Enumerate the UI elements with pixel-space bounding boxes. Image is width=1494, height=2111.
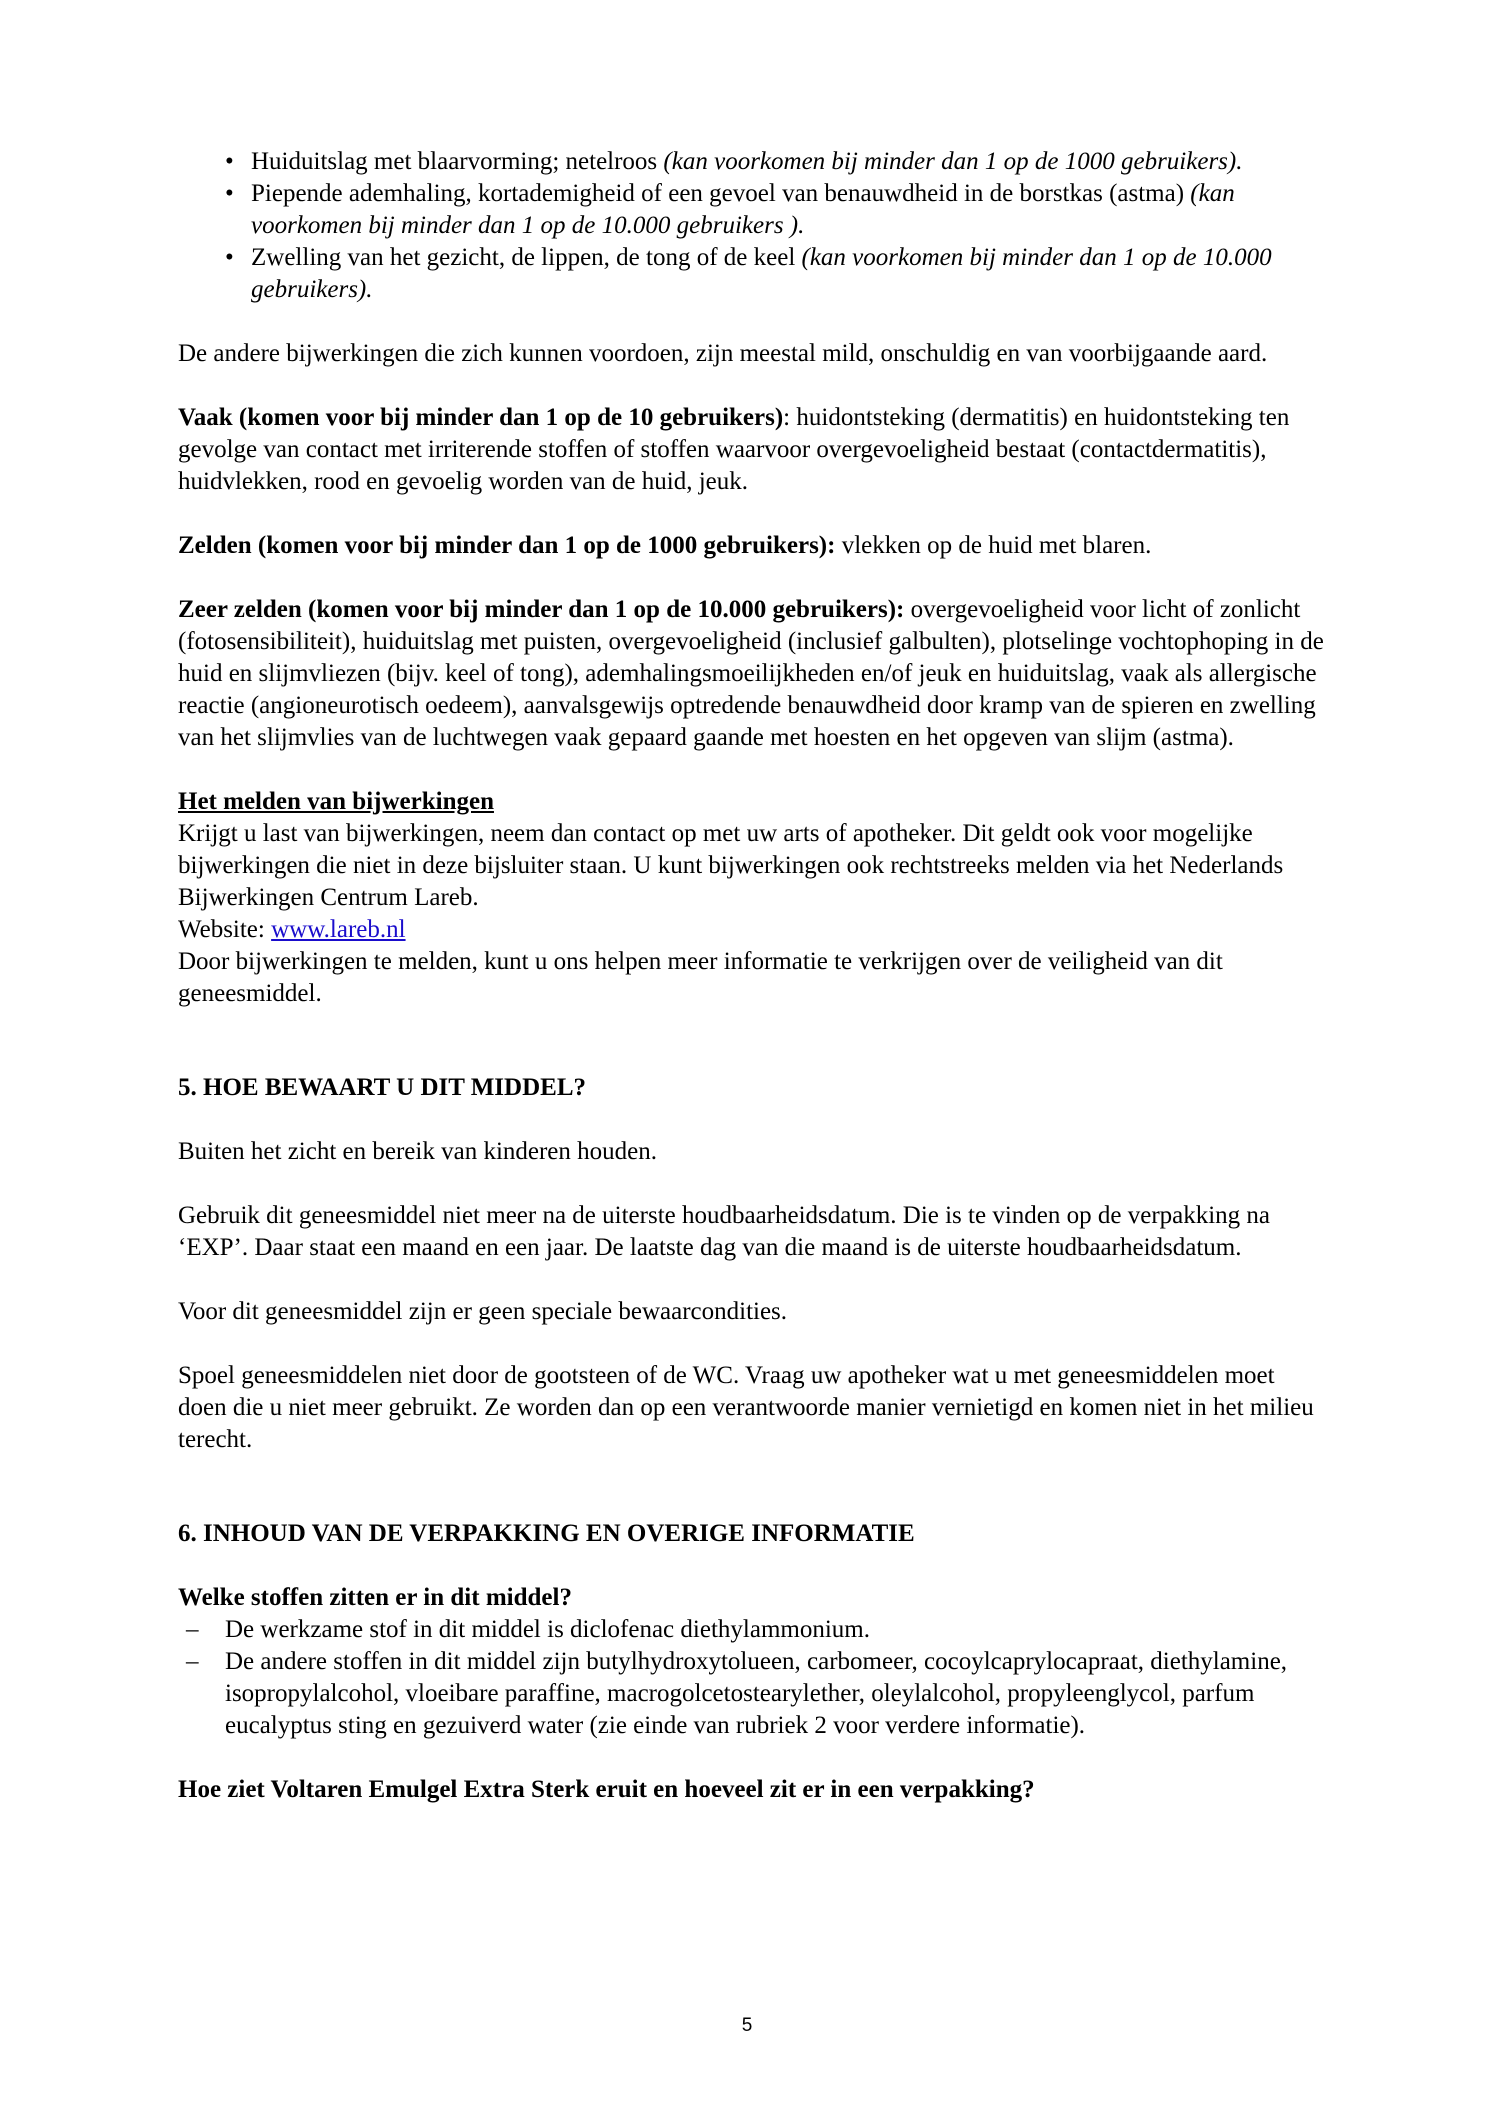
section-5-paragraph: Spoel geneesmiddelen niet door de gootsteen of de WC. Vraag uw apotheker wat u met geneesmiddelen moet doen die u niet meer gebruikt. Ze worden dan op een verantwoorde manier vernietigd en komen niet in het milieu terecht. xyxy=(178,1362,1314,1453)
bullet-text: Huiduitslag met blaarvorming; netelroos xyxy=(251,148,664,175)
bullet-text: Piepende ademhaling, kortademigheid of een gevoel van benauwdheid in de borstkas (astma) xyxy=(251,180,1191,207)
list-item xyxy=(178,1614,1328,1646)
section-6-heading: 6. INHOUD VAN DE VERPAKKING EN OVERIGE INFORMATIE xyxy=(178,1520,915,1547)
bullet-icon: • xyxy=(225,148,234,175)
intro-paragraph: De andere bijwerkingen die zich kunnen voordoen, zijn meestal mild, onschuldig en van voorbijgaande aard. xyxy=(178,340,1268,367)
lareb-link[interactable]: www.lareb.nl xyxy=(271,916,406,943)
bullet-text: Zwelling van het gezicht, de lippen, de tong of de keel xyxy=(251,244,802,271)
section-6-subheading: Welke stoffen zitten er in dit middel? xyxy=(178,1584,572,1611)
section-5-heading: 5. HOE BEWAART U DIT MIDDEL? xyxy=(178,1074,586,1101)
list-item xyxy=(178,146,1328,178)
dash-icon: – xyxy=(186,1648,199,1675)
ingredients-list xyxy=(178,1614,1328,1742)
zelden-label: Zelden (komen voor bij minder dan 1 op de 1000 gebruikers): xyxy=(178,532,836,559)
list-item xyxy=(178,1646,1328,1742)
section-5-paragraph: Gebruik dit geneesmiddel niet meer na de uiterste houdbaarheidsdatum. Die is te vinden op de verpakking na ‘EXP’. Daar staat een maand en een jaar. De laatste dag van die maand is de uiterste houdbaarheidsdatum. xyxy=(178,1202,1271,1261)
zeer-zelden-label: Zeer zelden (komen voor bij minder dan 1 op de 10.000 gebruikers): xyxy=(178,596,905,623)
vaak-label: Vaak (komen voor bij minder dan 1 op de 10 gebruikers) xyxy=(178,404,784,431)
vaak-paragraph xyxy=(178,402,1328,498)
side-effects-bullet-list xyxy=(178,146,1328,306)
website-line xyxy=(178,914,1328,946)
list-item xyxy=(178,178,1328,242)
bullet-icon: • xyxy=(225,180,234,207)
website-label: Website: xyxy=(178,916,272,943)
section-5-paragraph: Buiten het zicht en bereik van kinderen houden. xyxy=(178,1138,658,1165)
page-content xyxy=(178,146,1328,1806)
zelden-paragraph xyxy=(178,530,1328,562)
dash-icon: – xyxy=(186,1616,199,1643)
melden-paragraph: Krijgt u last van bijwerkingen, neem dan contact op met uw arts of apotheker. Dit geldt ook voor mogelijke bijwerkingen die niet in deze bijsluiter staan. U kunt bijwerkingen ook rechtstreeks melden via het Nederlands Bijwerkingen Centrum Lareb. xyxy=(178,820,1284,911)
bullet-icon: • xyxy=(225,244,234,271)
zeer-zelden-paragraph xyxy=(178,594,1328,754)
list-item-text: De werkzame stof in dit middel is diclofenac diethylammonium. xyxy=(225,1616,870,1643)
vaak-text: : huidontsteking (dermatitis) en huidontsteking ten gevolge van contact met irriterende stoffen of stoffen waarvoor overgevoeligheid bestaat (contactdermatitis), huidvlekken, rood en gevoelig worden van de huid, jeuk. xyxy=(178,404,1290,495)
bullet-frequency: (kan voorkomen bij minder dan 1 op de 10.000 gebruikers). xyxy=(251,244,1272,303)
melden-closing: Door bijwerkingen te melden, kunt u ons helpen meer informatie te verkrijgen over de veiligheid van dit geneesmiddel. xyxy=(178,948,1223,1007)
section-5-paragraph: Voor dit geneesmiddel zijn er geen speciale bewaarcondities. xyxy=(178,1298,788,1325)
melden-heading: Het melden van bijwerkingen xyxy=(178,788,494,815)
section-6-subheading: Hoe ziet Voltaren Emulgel Extra Sterk eruit en hoeveel zit er in een verpakking? xyxy=(178,1776,1035,1803)
list-item-text: De andere stoffen in dit middel zijn butylhydroxytolueen, carbomeer, cocoylcaprylocapraat, diethylamine, isopropylalcohol, vloeibare paraffine, macrogolcetostearylether, oleylalcohol, propyleenglycol, parfum eucalyptus sting en gezuiverd water (zie einde van rubriek 2 voor verdere informatie). xyxy=(225,1648,1288,1739)
zelden-text: vlekken op de huid met blaren. xyxy=(835,532,1152,559)
page-number: 5 xyxy=(741,2015,753,2036)
bullet-frequency: (kan voorkomen bij minder dan 1 op de 10.000 gebruikers ). xyxy=(251,180,1235,239)
list-item xyxy=(178,242,1328,306)
zeer-zelden-text: overgevoeligheid voor licht of zonlicht (fotosensibiliteit), huiduitslag met puisten, overgevoeligheid (inclusief galbulten), plotselinge vochtophoping in de huid en slijmvliezen (bijv. keel of tong), ademhalingsmoeilijkheden en/of jeuk en huiduitslag, vaak als allergische reactie (angioneurotisch oedeem), aanvalsgewijs optredende benauwdheid door kramp van de spieren en zwelling van het slijmvlies van de luchtwegen vaak gepaard gaande met hoesten en het opgeven van slijm (astma). xyxy=(178,596,1324,751)
bullet-frequency: (kan voorkomen bij minder dan 1 op de 1000 gebruikers). xyxy=(663,148,1243,175)
